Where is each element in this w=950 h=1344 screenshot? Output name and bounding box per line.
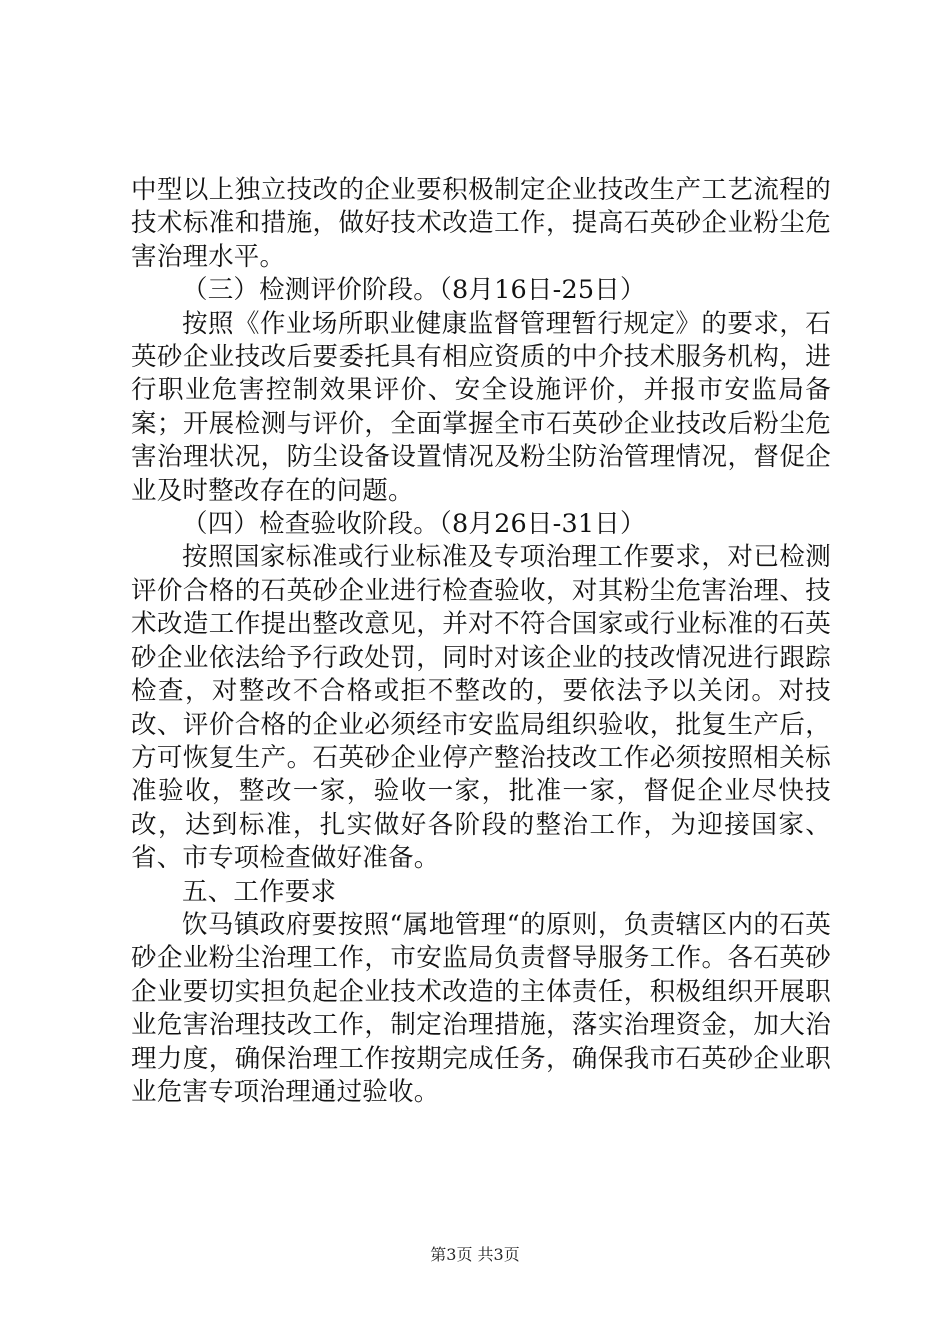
section-heading-testing-evaluation: （三）检测评价阶段。（8月16日-25日） xyxy=(182,275,646,306)
paragraph-inspection-acceptance: 按照国家标准或行业标准及专项治理工作要求，对已检测评价合格的石英砂企业进行检查验收，对其粉尘危害治理、技术改造工作提出整改意见，并对不符合国家或行业标准的石英砂企业依法给予行政处罚，同时对该企业的技改情况进行跟踪检查，对整改不合格或拒不整改的，要依法予以关闭。对技改、评价合格的企业必须经市安监局组织验收，批复生产后，方可恢复生产。石英砂企业停产整治技改工作必须按照相关标准验收，整改一家，验收一家，批准一家，督促企业尽快技改，达到标准，扎实做好各阶段的整治工作，为迎接国家、省、市专项检查做好准备。 xyxy=(131,542,831,874)
page-footer xyxy=(0,1244,950,1266)
section-heading-inspection-acceptance: （四）检查验收阶段。（8月26日-31日） xyxy=(182,509,646,540)
paragraph-continuation: 中型以上独立技改的企业要积极制定企业技改生产工艺流程的技术标准和措施，做好技术改造工作，提高石英砂企业粉尘危害治理水平。 xyxy=(131,175,831,272)
paragraph-work-requirements: 饮马镇政府要按照“属地管理“的原则，负责辖区内的石英砂企业粉尘治理工作，市安监局负责督导服务工作。各石英砂企业要切实担负起企业技术改造的主体责任，积极组织开展职业危害治理技改工作，制定治理措施，落实治理资金，加大治理力度，确保治理工作按期完成任务，确保我市石英砂企业职业危害专项治理通过验收。 xyxy=(131,909,831,1107)
paragraph-testing-evaluation: 按照《作业场所职业健康监督管理暂行规定》的要求，石英砂企业技改后要委托具有相应资质的中介技术服务机构，进行职业危害控制效果评价、安全设施评价，并报市安监局备案；开展检测与评价，全面掌握全市石英砂企业技改后粉尘危害治理状况，防尘设备设置情况及粉尘防治管理情况，督促企业及时整改存在的问题。 xyxy=(131,308,831,506)
document-body xyxy=(131,174,831,1109)
page-number-label: 第3页 共3页 xyxy=(430,1245,520,1264)
section-heading-work-requirements: 五、工作要求 xyxy=(182,876,337,907)
